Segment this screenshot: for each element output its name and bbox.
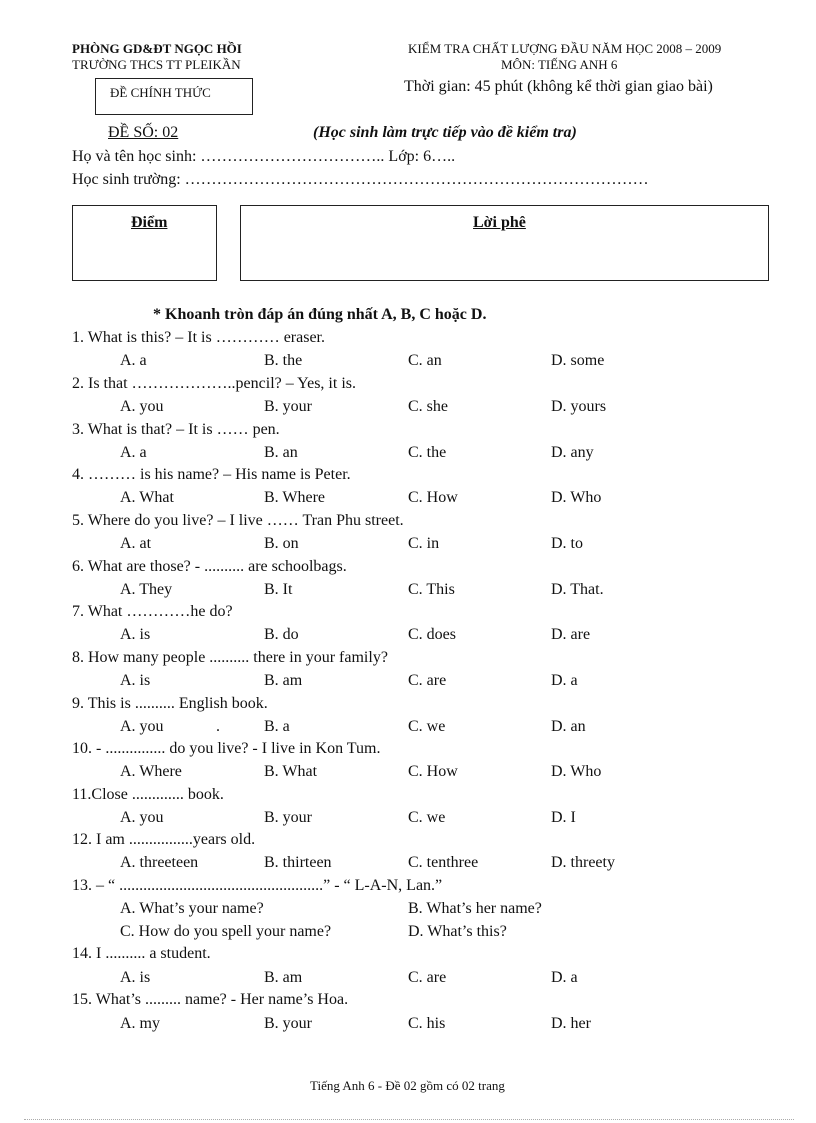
option-d[interactable]: D. What’s this? [408, 923, 507, 940]
option-a[interactable]: A. my [120, 1015, 160, 1032]
option-c[interactable]: C. she [408, 398, 448, 415]
school-name: TRƯỜNG THCS TT PLEIKẦN [72, 57, 241, 72]
grade-label: Điểm [131, 214, 168, 231]
comment-label: Lời phê [473, 214, 526, 231]
option-a[interactable]: A. threeteen [120, 854, 199, 871]
comment-box[interactable] [240, 205, 769, 281]
option-b[interactable]: B. your [264, 809, 312, 826]
option-d[interactable]: D. a [551, 672, 578, 689]
option-b[interactable]: B. a [264, 718, 290, 735]
option-c[interactable]: C. How [408, 763, 458, 780]
option-c[interactable]: C. does [408, 626, 456, 643]
question-text: 11.Close ............. book. [72, 786, 224, 803]
option-c[interactable]: C. an [408, 352, 442, 369]
section-instruction: * Khoanh tròn đáp án đúng nhất A, B, C hoặc D. [153, 306, 487, 323]
option-c[interactable]: C. tenthree [408, 854, 479, 871]
option-c[interactable]: C. are [408, 672, 447, 689]
option-d[interactable]: D. some [551, 352, 605, 369]
option-d[interactable]: D. yours [551, 398, 607, 415]
exam-code: ĐỀ SỐ: 02 [108, 124, 179, 141]
option-c[interactable]: C. we [408, 809, 446, 826]
option-b[interactable]: B. thirteen [264, 854, 332, 871]
option-a[interactable]: A. you [120, 398, 164, 415]
grade-box[interactable] [72, 205, 217, 281]
department-name: PHÒNG GD&ĐT NGỌC HỒI [72, 41, 242, 56]
option-d[interactable]: D. an [551, 718, 586, 735]
option-b[interactable]: B. on [264, 535, 299, 552]
option-c[interactable]: C. the [408, 444, 447, 461]
option-c[interactable]: C. How do you spell your name? [120, 923, 332, 940]
option-a[interactable]: A. Where [120, 763, 182, 780]
question-text: 10. - ............... do you live? - I live in Kon Tum. [72, 740, 381, 757]
option-c[interactable]: C. are [408, 969, 447, 986]
option-c[interactable]: C. we [408, 718, 446, 735]
question-text: 8. How many people .......... there in your family? [72, 649, 388, 666]
option-a[interactable]: A. a [120, 352, 147, 369]
option-d[interactable]: D. a [551, 969, 578, 986]
footer-divider [24, 1119, 794, 1120]
option-b[interactable]: B. your [264, 1015, 312, 1032]
question-text: 2. Is that ………………..pencil? – Yes, it is. [72, 375, 356, 392]
option-b[interactable]: B. an [264, 444, 298, 461]
official-label: ĐỀ CHÍNH THỨC [110, 85, 211, 100]
option-c[interactable]: C. This [408, 581, 455, 598]
option-c[interactable]: C. How [408, 489, 458, 506]
option-d[interactable]: D. any [551, 444, 594, 461]
question-text: 4. ……… is his name? – His name is Peter. [72, 466, 351, 483]
official-label-box [95, 78, 253, 115]
question-text: 14. I .......... a student. [72, 945, 211, 962]
exam-title: KIỂM TRA CHẤT LƯỢNG ĐẦU NĂM HỌC 2008 – 2009 [408, 41, 722, 56]
question-text: 7. What …………he do? [72, 603, 233, 620]
question-text: 5. Where do you live? – I live …… Tran Phu street. [72, 512, 404, 529]
option-b[interactable]: B. do [264, 626, 299, 643]
option-b[interactable]: B. am [264, 672, 303, 689]
question-text: 9. This is .......... English book. [72, 695, 268, 712]
option-b[interactable]: B. the [264, 352, 303, 369]
option-b[interactable]: B. It [264, 581, 293, 598]
option-b[interactable]: B. What [264, 763, 318, 780]
question-text: 6. What are those? - .......... are schoolbags. [72, 558, 347, 575]
option-a[interactable]: A. is [120, 969, 151, 986]
question-text: 12. I am ................years old. [72, 831, 256, 848]
option-a[interactable]: A. They [120, 581, 173, 598]
question-text: 3. What is that? – It is …… pen. [72, 421, 280, 438]
option-a[interactable]: A. What [120, 489, 174, 506]
student-name-line[interactable]: Họ và tên học sinh: …………………………….. Lớp: 6….. [72, 148, 456, 165]
option-b[interactable]: B. am [264, 969, 303, 986]
option-a[interactable]: A. is [120, 672, 151, 689]
option-b[interactable]: B. What’s her name? [408, 900, 542, 917]
option-a[interactable]: A. is [120, 626, 151, 643]
option-c[interactable]: C. his [408, 1015, 446, 1032]
option-a[interactable]: A. What’s your name? [120, 900, 264, 917]
option-d[interactable]: D. I [551, 809, 576, 826]
exam-subject: MÔN: TIẾNG ANH 6 [501, 57, 618, 72]
option-b[interactable]: B. your [264, 398, 312, 415]
option-c[interactable]: C. in [408, 535, 440, 552]
option-d[interactable]: D. That. [551, 581, 604, 598]
instruction-note: (Học sinh làm trực tiếp vào đề kiểm tra) [313, 124, 577, 141]
exam-time: Thời gian: 45 phút (không kể thời gian giao bài) [404, 78, 713, 95]
option-d[interactable]: D. threety [551, 854, 615, 871]
option-b[interactable]: B. Where [264, 489, 326, 506]
question-text: 1. What is this? – It is ………… eraser. [72, 329, 325, 346]
option-a[interactable]: A. a [120, 444, 147, 461]
option-d[interactable]: D. her [551, 1015, 591, 1032]
option-d[interactable]: D. are [551, 626, 591, 643]
option-d[interactable]: D. Who [551, 763, 602, 780]
option-a[interactable]: A. at [120, 535, 152, 552]
question-text: 15. What’s ......... name? - Her name’s Hoa. [72, 991, 349, 1008]
page-footer: Tiếng Anh 6 - Đề 02 gồm có 02 trang [310, 1078, 505, 1093]
question-text: 13. – “ ...................................................” - “ L-A-N, Lan.” [72, 877, 443, 894]
option-d[interactable]: D. Who [551, 489, 602, 506]
option-a[interactable]: A. you [120, 809, 164, 826]
option-a[interactable]: A. you [120, 718, 164, 735]
student-school-line[interactable]: Học sinh trường: …………………………………………………………………………… [72, 171, 649, 188]
stray-dot: . [216, 718, 220, 735]
option-d[interactable]: D. to [551, 535, 583, 552]
